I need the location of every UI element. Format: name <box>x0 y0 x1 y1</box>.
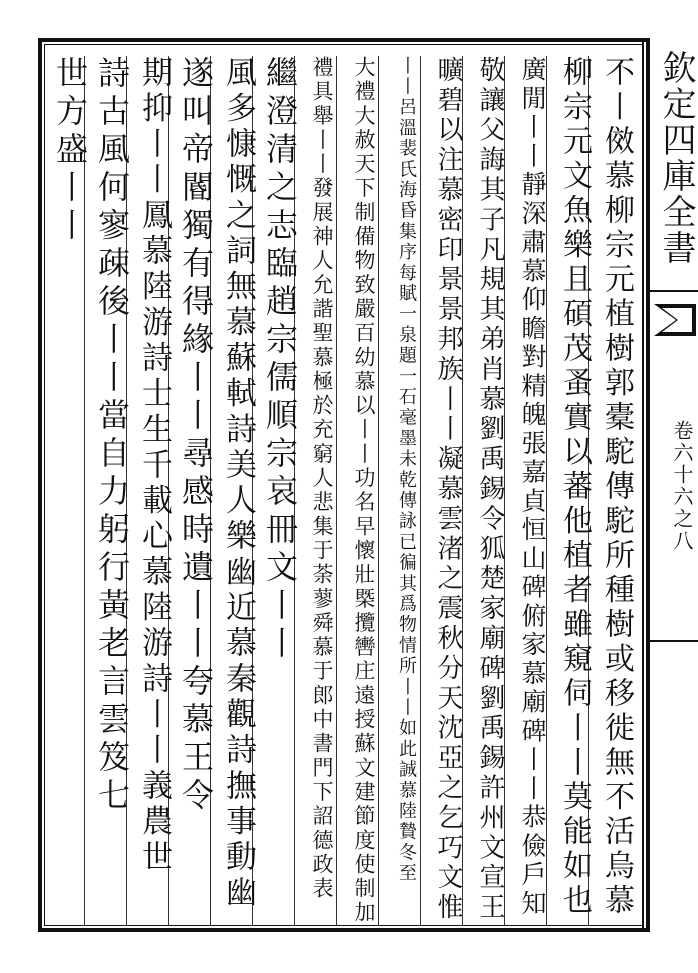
text-column: 詩古風何寥疎後丨丨當自力躬行黃老言雲笈七 <box>93 56 131 816</box>
text-column: 繼澄清之志臨趙宗儒順宗哀冊文丨丨 <box>261 56 299 664</box>
text-column: 遂叫帝閽獨有得緣丨丨尋感時遺丨丨夸慕王令 <box>177 56 215 816</box>
fold-divider <box>650 640 698 642</box>
fold-divider <box>650 290 698 292</box>
text-column: 大禮大赦天下制備物致嚴百幼慕以丨丨功名早懷壯槩攬轡庄遠授蘇文建節度使制加 <box>352 56 376 926</box>
fold-volume: 卷六十六之八 <box>670 420 694 552</box>
text-column: 風多慷慨之詞無慕蘇軾詩美人樂幽近慕秦觀詩撫事動幽 <box>220 56 256 912</box>
text-column: 丨丨呂溫裴氏海昏集序每賦一泉題一石毫墨未乾傳詠已徧其爲物情所丨丨如此誠慕陸贄冬至 <box>396 56 417 884</box>
fish-tail-mark-icon <box>652 300 698 340</box>
text-column: 世方盛丨丨 <box>51 56 89 246</box>
text-column: 柳宗元文魚樂且碩茂蚤實以蕃他植者雖窺伺丨丨莫能如也 <box>557 56 592 919</box>
text-column: 不丨傚慕柳宗元植樹郭橐駝傳駝所種樹或移徙無不活烏慕 <box>599 56 634 919</box>
text-column: 敬讓父誨其子凡規其弟肖慕劉禹錫令狐楚家廟碑劉禹錫許州文宣王 <box>475 56 505 924</box>
text-column: 禮具舉丨丨發展神人允諧聖慕極於充窮人悲集于荼蓼舜慕于郎中書門下詔德政表 <box>310 56 334 902</box>
text-column: 期抑丨丨鳳慕陸游詩士生千載心慕陸游詩丨丨義農世 <box>136 56 172 876</box>
text-column: 曠碧以注慕密印景景邦族丨丨凝慕雲渚之震秋分天沈亞之乞巧文惟 <box>433 56 463 924</box>
text-column: 廣閒丨丨靜深肅慕仰瞻對精魄張嘉貞恒山碑俯家慕廟碑丨丨恭儉戶知 <box>518 56 547 919</box>
fold-title: 欽定四庫全書 <box>656 50 696 266</box>
